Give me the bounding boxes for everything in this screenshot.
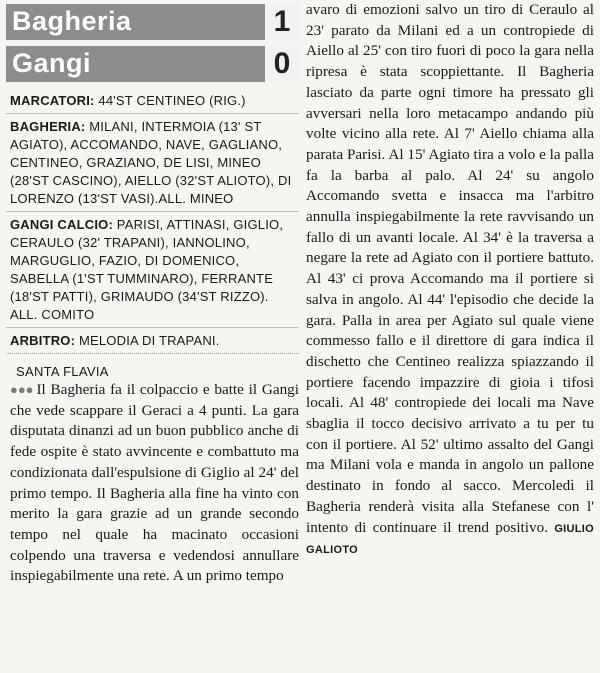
scorers-box xyxy=(6,88,299,114)
gangi-lineup xyxy=(6,212,299,328)
article-body-col1 xyxy=(6,380,299,587)
bagheria-label: BAGHERIA: xyxy=(10,119,86,134)
scoreboard-away xyxy=(6,46,299,82)
gangi-players: PARISI, ATTINASI, GIGLIO, CERAULO (32' TRAPANI), IANNOLINO, MARGUGLIO, FAZIO, DI DOMENICO, SABELLA (1'ST TUMMINARO), FERRANTE (18'ST PATTI), GRIMAUDO (34'ST RIZZO). ALL. COMITO xyxy=(10,217,284,322)
referee-text: MELODIA DI TRAPANI. xyxy=(78,333,220,348)
article-text-col2: avaro di emozioni salvo un tiro di Ceraulo al 23' parato da Milani ed a un contropiede di Aiello al 25' con tiro fuori di poco la gara nella ripresa è stata scoppiettante. Il Bagheria lasciato da parte ogni timore ha pressato gli avversari nella loro metacampo andando più volte vicino alla rete. Al 7' Aiello chiama alla parata Parisi. Al 15' Agiato tira a volo e la palla fa la barba al palo. Al 24' su angolo Accomando svetta e insacca ma l'arbitro annulla inspiegabilmente la rete ravvisando un fallo di un avanti locale. Al 34' è la traversa a negare la rete ad Agiato con il portiere battuto. Al 43' ci prova Accomando ma il portiere si salva in angolo. Al 44' l'episodio che decide la gara. Palla in area per Agiato sul quale viene commesso fallo e il direttore di gara indica il dischetto che Centineo realizza spiazzando il portiere facendo impazzire di gioia i tifosi locali. Al 48' contropiede dei locali ma Nave sbaglia il tocco decisivo arrivato a tu per tu con il portiere. Al 52' ultimo assalto del Gangi ma Milani vola e manda in angolo un pallone destinato in fondo al sacco. Mercoledì il Bagheria renderà visita alla Stefanese con l' intento di continuare il trend positivo. xyxy=(306,1,594,536)
scorers-text: 44'ST CENTINEO (RIG.) xyxy=(98,93,246,108)
bagheria-lineup xyxy=(6,114,299,212)
scorers-label: MARCATORI: xyxy=(10,93,95,108)
left-column xyxy=(6,4,299,587)
gangi-label: GANGI CALCIO: xyxy=(10,217,113,232)
right-column xyxy=(306,0,594,561)
scoreboard-home xyxy=(6,4,299,40)
bullet-dots-icon: ●●● xyxy=(10,382,34,397)
dateline: SANTA FLAVIA xyxy=(16,364,109,379)
home-team-score: 1 xyxy=(265,4,299,40)
article-body-col2 xyxy=(306,0,594,561)
referee-box xyxy=(6,328,299,354)
bagheria-players: MILANI, INTERMOIA (13' ST AGIATO), ACCOMANDO, NAVE, GAGLIANO, CENTINEO, GRAZIANO, DE LISI, MINEO (28'ST CASCINO), AIELLO (32'ST ALIOTO), DI LORENZO (13'ST VASI).ALL. MINEO xyxy=(10,119,292,206)
away-team-score: 0 xyxy=(265,46,299,82)
author-byline: GIULIO GALIOTO xyxy=(306,522,595,557)
referee-label: ARBITRO: xyxy=(10,333,76,348)
home-team-name: Bagheria xyxy=(12,6,132,36)
article-text-col1: Il Bagheria fa il colpaccio e batte il Gangi che vede scappare il Geraci a 4 punti. La gara disputata dinanzi ad un buon pubblico anche di fede ospite è stato avvincente e combattuto ma condizionata dall'espulsione di Giglio al 24' del primo tempo. Il Bagheria alla fine ha vinto con merito la gara grazie ad un grande secondo tempo nel quale ha macinato occasioni colpendo una traversa e vedendosi annullare inspiegabilmente una rete. A un primo tempo xyxy=(10,381,299,585)
away-team-name: Gangi xyxy=(12,48,92,78)
